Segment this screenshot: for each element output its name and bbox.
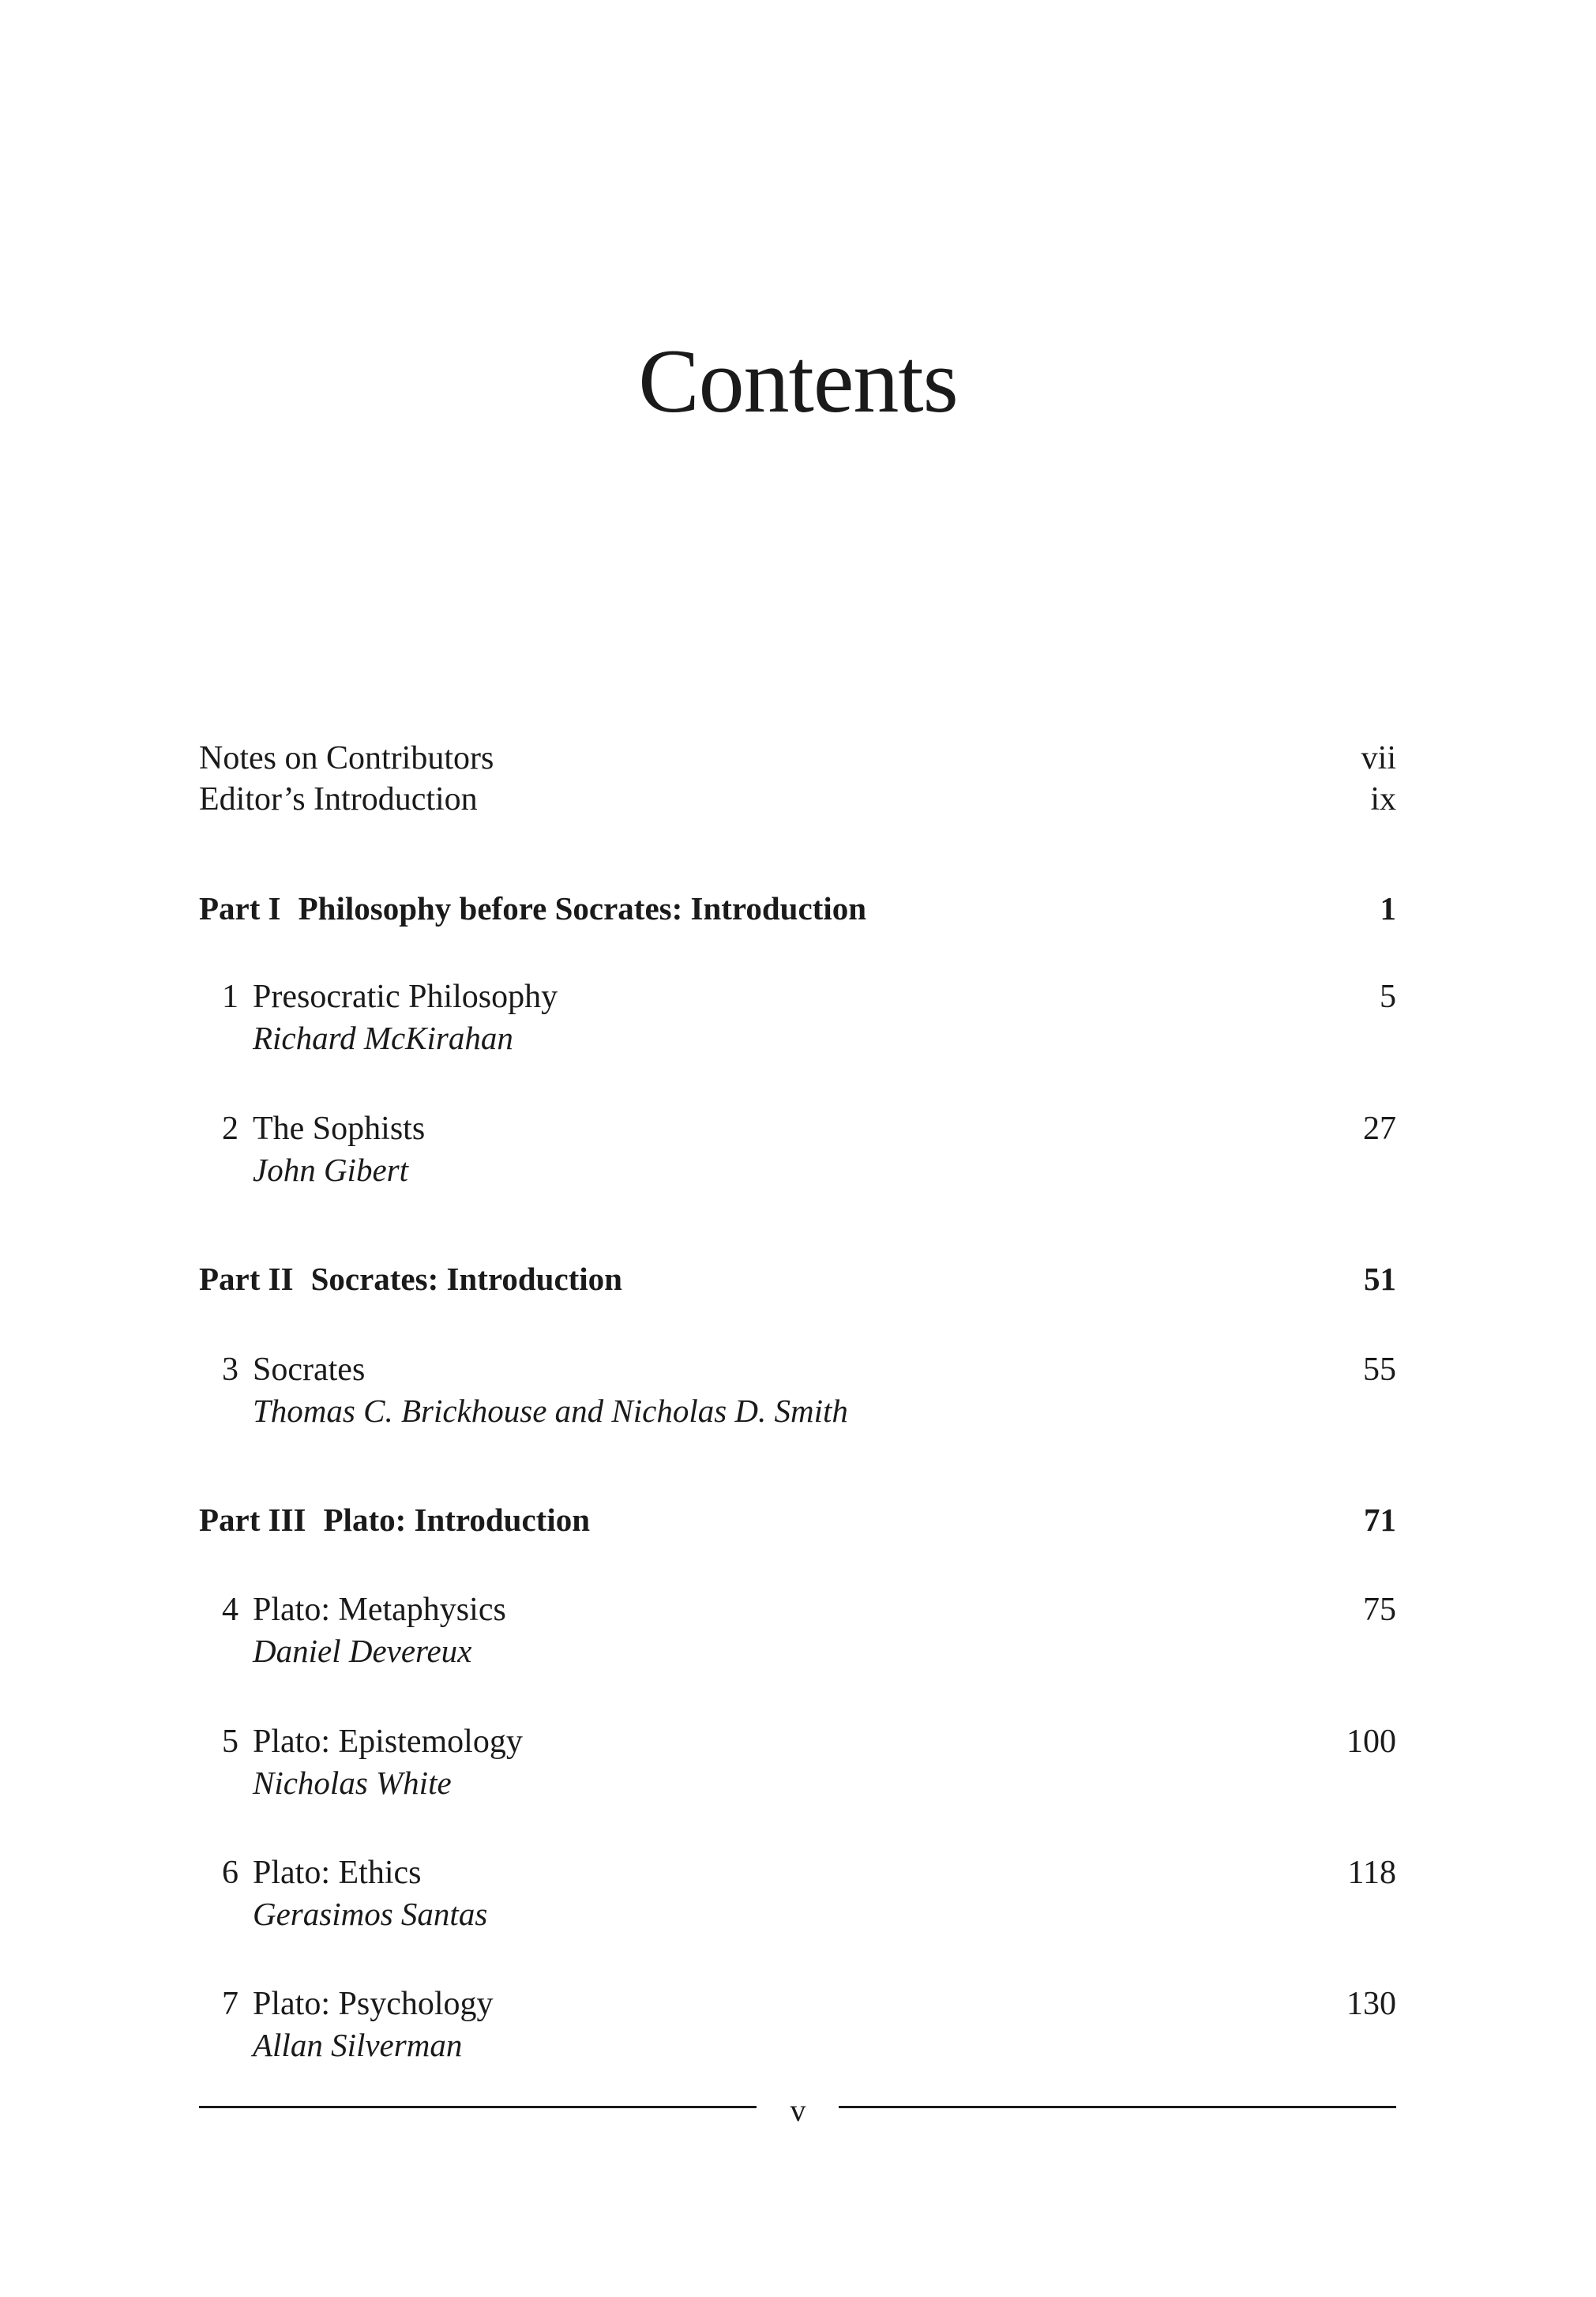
toc-part-2[interactable]	[199, 1259, 1396, 1299]
chapter-title: Plato: Epistemology	[253, 1724, 523, 1760]
chapter-title: Presocratic Philosophy	[253, 979, 558, 1015]
chapter-author: John Gibert	[253, 1152, 408, 1188]
toc-entry-editors-introduction[interactable]	[199, 780, 1396, 819]
chapter-title: Plato: Ethics	[253, 1855, 422, 1891]
chapter-author: Gerasimos Santas	[253, 1896, 488, 1932]
toc-chapter-2[interactable]	[199, 1109, 1396, 1148]
toc-chapter-4[interactable]	[199, 1590, 1396, 1630]
toc-entry-label: Notes on Contributors	[199, 740, 494, 776]
toc-page-number: 100	[1346, 1724, 1396, 1760]
part-name: Plato: Introduction	[323, 1502, 591, 1538]
toc-page-number: ix	[1370, 781, 1396, 818]
toc-part-1[interactable]	[199, 889, 1396, 928]
chapter-number: 6	[222, 1855, 238, 1891]
toc-chapter-1[interactable]	[199, 977, 1396, 1017]
chapter-author: Nicholas White	[253, 1765, 452, 1801]
part-label: Part I	[199, 890, 281, 927]
toc-page-number: 75	[1363, 1592, 1396, 1628]
toc-page-number: vii	[1361, 740, 1396, 776]
chapter-title: Plato: Psychology	[253, 1986, 494, 2022]
chapter-title: Socrates	[253, 1352, 366, 1388]
toc-page-number: 27	[1363, 1111, 1396, 1147]
chapter-title: The Sophists	[253, 1111, 426, 1147]
page-folio: v	[790, 2092, 806, 2128]
toc-page-number: 71	[1364, 1502, 1396, 1538]
toc-chapter-5[interactable]	[199, 1722, 1396, 1761]
toc-page-number: 5	[1380, 979, 1396, 1015]
chapter-number: 7	[222, 1986, 238, 2022]
toc-chapter-7[interactable]	[199, 1984, 1396, 2024]
chapter-number: 1	[222, 979, 238, 1015]
chapter-author: Richard McKirahan	[253, 1020, 513, 1056]
chapter-number: 5	[222, 1724, 238, 1760]
toc-page-number: 1	[1380, 890, 1396, 927]
part-name: Socrates: Introduction	[310, 1261, 622, 1297]
chapter-number: 3	[222, 1352, 238, 1388]
toc-page-number: 51	[1364, 1261, 1396, 1297]
chapter-title: Plato: Metaphysics	[253, 1592, 506, 1628]
part-label: Part II	[199, 1261, 294, 1297]
part-name: Philosophy before Socrates: Introduction	[298, 890, 867, 927]
toc-chapter-3[interactable]	[199, 1350, 1396, 1389]
chapter-author: Daniel Devereux	[253, 1633, 472, 1669]
toc-entry-label: Editor’s Introduction	[199, 781, 478, 818]
chapter-number: 4	[222, 1592, 238, 1628]
toc-page-number: 118	[1347, 1855, 1396, 1891]
part-label: Part III	[199, 1502, 306, 1538]
chapter-author: Thomas C. Brickhouse and Nicholas D. Smith	[253, 1393, 848, 1429]
page-title: Contents	[638, 331, 958, 432]
chapter-number: 2	[222, 1111, 238, 1147]
chapter-author: Allan Silverman	[253, 2027, 463, 2063]
toc-page-number: 130	[1346, 1986, 1396, 2022]
toc-page-number: 55	[1363, 1352, 1396, 1388]
toc-chapter-6[interactable]	[199, 1853, 1396, 1893]
toc-entry-notes-on-contributors[interactable]	[199, 739, 1396, 778]
toc-part-3[interactable]	[199, 1500, 1396, 1539]
